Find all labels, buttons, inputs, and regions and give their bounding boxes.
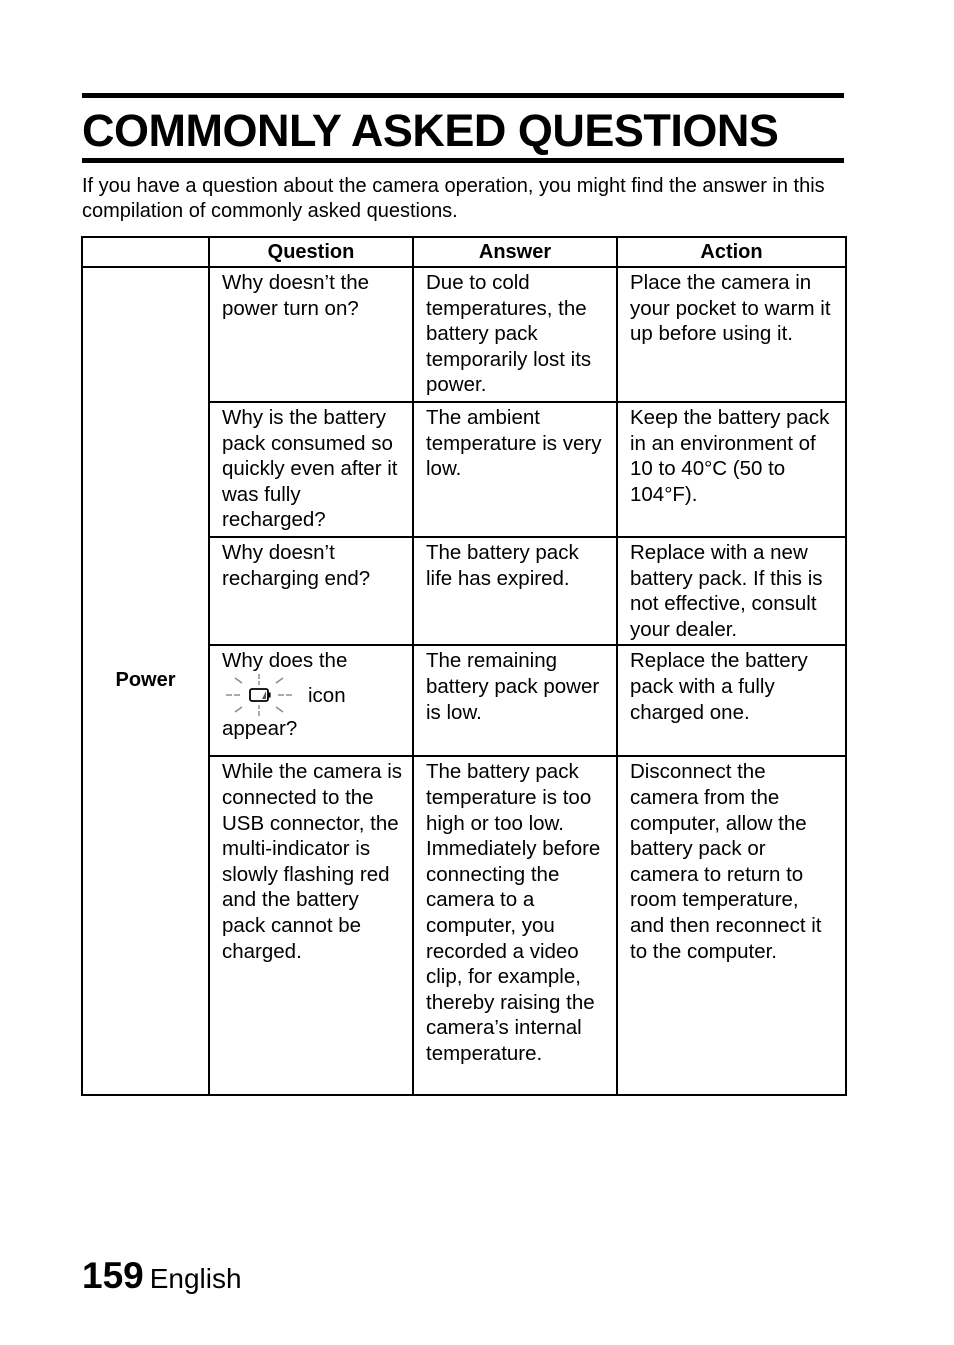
answer-cell: The ambient temperature is very low. — [413, 402, 617, 537]
action-cell: Disconnect the camera from the computer, allow the battery pack or camera to return to room temperature, and then reconnect it to the computer. — [617, 756, 846, 1095]
question-cell: While the camera is connected to the USB connector, the multi-indicator is slowly flashing red and the battery pack cannot be charged. — [209, 756, 413, 1095]
question-icon-line — [222, 672, 402, 720]
question-cell: Why doesn’t recharging end? — [209, 537, 413, 645]
question-icon-word: icon — [308, 684, 346, 708]
question-cell: Why doesn’t the power turn on? — [209, 267, 413, 402]
intro-text: If you have a question about the camera operation, you might find the answer in this compilation of commonly asked questions. — [82, 175, 825, 222]
flashing-battery-icon — [222, 673, 298, 719]
question-text-before: Why does the — [222, 649, 348, 673]
page-title: COMMONLY ASKED QUESTIONS — [82, 105, 779, 156]
action-cell: Replace the battery pack with a fully charged one. — [617, 645, 846, 756]
action-cell: Place the camera in your pocket to warm it up before using it. — [617, 267, 846, 402]
question-cell — [209, 645, 413, 756]
title-block — [82, 93, 844, 163]
answer-cell: The battery pack life has expired. — [413, 537, 617, 645]
header-question: Question — [209, 237, 413, 267]
action-cell: Keep the battery pack in an environment of 10 to 40°C (50 to 104°F). — [617, 402, 846, 537]
faq-table — [81, 236, 847, 1096]
page-language: English — [149, 1263, 242, 1294]
table-header-row — [82, 237, 846, 267]
header-answer: Answer — [413, 237, 617, 267]
answer-cell: Due to cold temperatures, the battery pack temporarily lost its power. — [413, 267, 617, 402]
question-cell: Why is the battery pack consumed so quickly even after it was fully recharged? — [209, 402, 413, 537]
category-cell: Power — [82, 267, 209, 1095]
header-action: Action — [617, 237, 846, 267]
table-row — [82, 267, 846, 402]
answer-cell: The remaining battery pack power is low. — [413, 645, 617, 756]
header-category — [82, 237, 209, 267]
page-number: 159 — [82, 1255, 144, 1296]
page-footer — [82, 1255, 242, 1297]
action-cell: Replace with a new battery pack. If this is not effective, consult your dealer. — [617, 537, 846, 645]
answer-cell: The battery pack temperature is too high or too low. Immediately before connecting the camera to a computer, you recorded a video clip, for example, thereby raising the camera’s internal temperature. — [413, 756, 617, 1095]
question-text-after: appear? — [222, 716, 298, 740]
